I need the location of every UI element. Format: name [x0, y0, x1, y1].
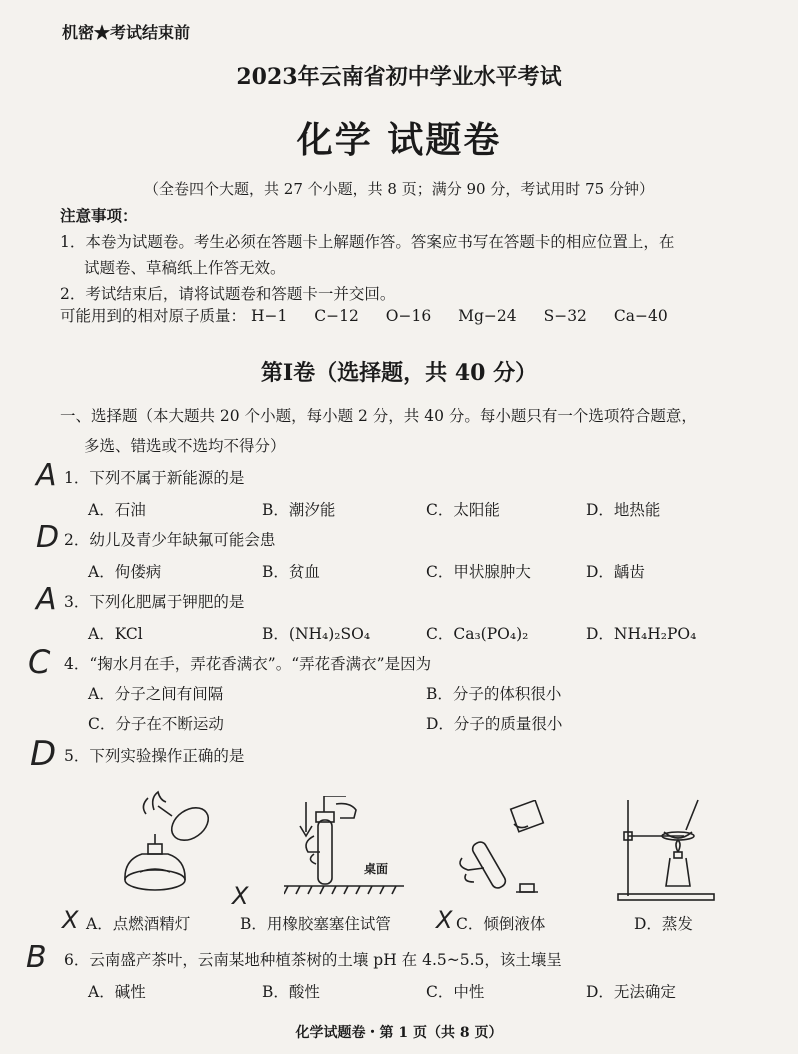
- page-footer: 化学试题卷・第 1 页（共 8 页）: [295, 1025, 503, 1041]
- handwritten-answer-q4: C: [28, 643, 51, 681]
- atomic-mass-o: O−16: [385, 307, 432, 325]
- section-1-instructions-line-1: 一、选择题（本大题共 20 个小题，每小题 2 分，共 40 分。每小题只有一个选项符合题意，: [60, 407, 697, 425]
- question-3-option-c: C．Ca₃(PO₄)₂: [426, 625, 529, 643]
- handwritten-cross-option-a: X: [62, 906, 79, 934]
- atomic-masses: [60, 304, 690, 326]
- exam-info: （全卷四个大题，共 27 个小题，共 8 页；满分 90 分，考试用时 75 分钟）: [144, 180, 654, 198]
- atomic-mass-ca: Ca−40: [613, 307, 668, 325]
- figure-b-table-label: 桌面: [364, 862, 389, 876]
- question-1-option-a: A．石油: [88, 501, 146, 519]
- question-1-option-d: D．地热能: [586, 501, 661, 519]
- question-4-stem: [64, 652, 431, 674]
- figure-c-pouring-liquid: [454, 800, 564, 900]
- question-2-option-b: B．贫血: [262, 563, 320, 581]
- question-4-option-d: D．分子的质量很小: [426, 715, 563, 733]
- handwritten-answer-q1: A: [36, 458, 57, 493]
- question-6-option-b: B．酸性: [262, 983, 320, 1001]
- handwritten-cross-option-c: X: [436, 906, 453, 934]
- question-1-number: 1．: [64, 469, 90, 487]
- question-5-text: 下列实验操作正确的是: [89, 747, 245, 765]
- question-2-option-d: D．龋齿: [586, 563, 645, 581]
- question-6-option-d: D．无法确定: [586, 983, 676, 1001]
- question-6-text: 云南盛产茶叶，云南某地种植茶树的土壤 pH 在 4.5~5.5，该土壤呈: [89, 951, 562, 969]
- exam-title: 2023年云南省初中学业水平考试: [236, 64, 562, 90]
- atomic-mass-s: S−32: [543, 307, 587, 325]
- note-item-1-line-1: 1．本卷为试题卷。考生必须在答题卡上解题作答。答案应书写在答题卡的相应位置上，在: [60, 233, 675, 251]
- question-6-option-c: C．中性: [426, 983, 485, 1001]
- question-2-option-c: C．甲状腺肿大: [426, 563, 531, 581]
- question-3-text: 下列化肥属于钾肥的是: [89, 593, 245, 611]
- question-6-option-a: A．碱性: [88, 983, 146, 1001]
- note-item-1-line-2: 试题卷、草稿纸上作答无效。: [84, 259, 286, 277]
- question-5-option-a: A．点燃酒精灯: [86, 915, 191, 933]
- question-6-number: 6．: [64, 951, 90, 969]
- figure-a-lighting-alcohol-lamp: [110, 788, 220, 898]
- question-3-option-d: D．NH₄H₂PO₄: [586, 625, 697, 643]
- figure-b-rubber-stopper: [284, 796, 424, 904]
- atomic-mass-mg: Mg−24: [458, 307, 517, 325]
- confidential-label: 机密★考试结束前: [62, 23, 191, 42]
- question-3-option-a: A．KCl: [88, 625, 143, 643]
- question-4-number: 4．: [64, 655, 90, 673]
- handwritten-answer-q5: D: [30, 734, 57, 774]
- handwritten-answer-q2: D: [36, 520, 60, 555]
- question-5-option-d: D．蒸发: [634, 915, 693, 933]
- handwritten-cross-option-b: X: [232, 882, 249, 910]
- paper-title: 化学 试题卷: [296, 119, 502, 161]
- question-5-number: 5．: [64, 747, 90, 765]
- question-2-text: 幼儿及青少年缺氟可能会患: [89, 531, 276, 549]
- question-1-text: 下列不属于新能源的是: [89, 469, 245, 487]
- question-4-text: “掬水月在手，弄花香满衣”。“弄花香满衣”是因为: [89, 655, 432, 673]
- question-1-stem: [64, 466, 244, 488]
- notes-heading: 注意事项：: [60, 206, 138, 225]
- section-1-instructions-line-2: 多选、错选或不选均不得分）: [84, 437, 286, 455]
- atomic-mass-c: C−12: [314, 307, 359, 325]
- question-4-option-b: B．分子的体积很小: [426, 685, 562, 703]
- atomic-mass-h: H−1: [250, 307, 288, 325]
- atomic-masses-label: 可能用到的相对原子质量：: [60, 307, 247, 325]
- question-1-option-c: C．太阳能: [426, 501, 500, 519]
- question-3-number: 3．: [64, 593, 90, 611]
- figure-d-evaporation-setup: [614, 796, 724, 904]
- question-3-option-b: B．(NH₄)₂SO₄: [262, 625, 371, 643]
- question-5-option-c: C．倾倒液体: [456, 915, 546, 933]
- note-item-2: 2．考试结束后，请将试题卷和答题卡一并交回。: [60, 285, 396, 303]
- handwritten-answer-q3: A: [36, 582, 57, 617]
- handwritten-answer-q6: B: [26, 940, 47, 975]
- part-1-title: 第Ⅰ卷（选择题，共 40 分）: [260, 360, 538, 386]
- question-2-number: 2．: [64, 531, 90, 549]
- question-4-option-c: C．分子在不断运动: [88, 715, 224, 733]
- question-6-stem: [64, 948, 562, 970]
- question-2-option-a: A．佝偻病: [88, 563, 162, 581]
- question-5-stem: [64, 744, 244, 766]
- question-4-option-a: A．分子之间有间隔: [88, 685, 224, 703]
- question-3-stem: [64, 590, 244, 612]
- question-2-stem: [64, 528, 275, 550]
- question-1-option-b: B．潮汐能: [262, 501, 336, 519]
- question-5-option-b: B．用橡胶塞塞住试管: [240, 915, 391, 933]
